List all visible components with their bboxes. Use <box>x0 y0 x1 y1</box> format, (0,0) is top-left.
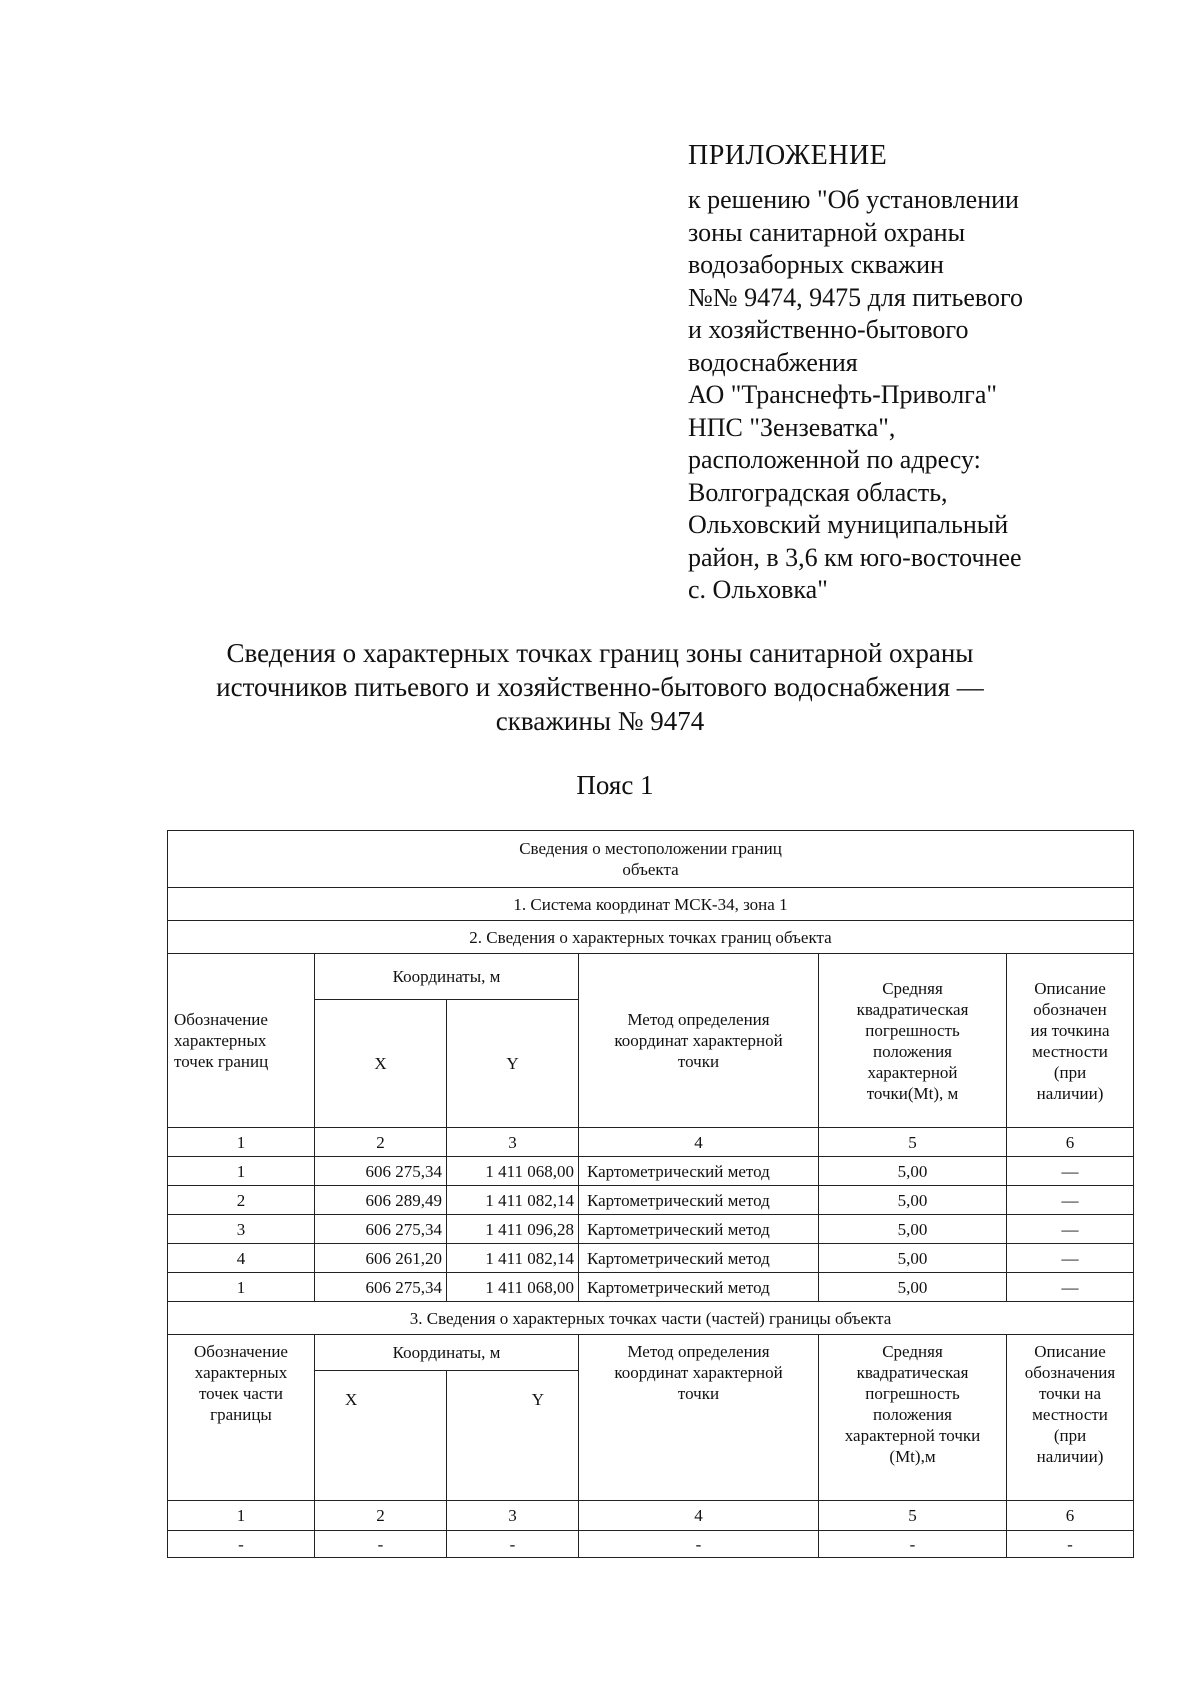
column-number: 6 <box>1007 1501 1134 1531</box>
column-number: 6 <box>1007 1128 1134 1157</box>
point-id: 3 <box>168 1215 315 1244</box>
heading-line: Сведения о характерных точках границ зоны санитарной охраны <box>226 638 974 668</box>
error-value: 5,00 <box>819 1273 1007 1302</box>
column-number: 3 <box>447 1128 579 1157</box>
table-row <box>168 1186 1134 1215</box>
appendix-block <box>688 140 1128 607</box>
column-number: 1 <box>168 1128 315 1157</box>
error-value: 5,00 <box>819 1186 1007 1215</box>
point-id: 4 <box>168 1244 315 1273</box>
heading-line: источников питьевого и хозяйственно-бытового водоснабжения — <box>216 672 984 702</box>
boundary-points-table <box>167 830 1134 1558</box>
coord-y: 1 411 096,28 <box>447 1215 579 1244</box>
appendix-line: расположенной по адресу: <box>688 445 981 474</box>
coord-x: 606 275,34 <box>315 1273 447 1302</box>
coord-x: 606 275,34 <box>315 1215 447 1244</box>
coord-x: - <box>315 1531 447 1558</box>
heading-line: скважины № 9474 <box>495 706 705 736</box>
point-id: - <box>168 1531 315 1558</box>
column-number: 5 <box>819 1128 1007 1157</box>
point-id: 2 <box>168 1186 315 1215</box>
column-numbers-row <box>168 1128 1134 1157</box>
column-number: 5 <box>819 1501 1007 1531</box>
appendix-line: район, в 3,6 км юго-восточнее <box>688 542 1022 572</box>
header-part-description: Описание обозначения точки на местности (при наличии) <box>1007 1335 1134 1501</box>
appendix-line: Ольховский муниципальный <box>688 510 1009 539</box>
coord-x: 606 261,20 <box>315 1244 447 1273</box>
table-row <box>168 1273 1134 1302</box>
column-number: 2 <box>315 1128 447 1157</box>
section-part-boundary-points: 3. Сведения о характерных точках части (частей) границы объекта <box>168 1302 1134 1335</box>
method: Картометрический метод <box>579 1157 819 1186</box>
section-coordinate-system: 1. Система координат МСК-34, зона 1 <box>168 888 1134 921</box>
appendix-line: с. Ольховка" <box>688 575 828 604</box>
coord-y: 1 411 068,00 <box>447 1157 579 1186</box>
header-part-points: Обозначение характерных точек части границы <box>168 1335 315 1501</box>
column-numbers-row <box>168 1501 1134 1531</box>
header-points: Обозначение характерных точек границ <box>168 954 315 1128</box>
header-y: Y <box>447 1000 579 1128</box>
table-title: Сведения о местоположении границ объекта <box>168 831 1134 888</box>
column-number: 4 <box>579 1501 819 1531</box>
method: Картометрический метод <box>579 1273 819 1302</box>
error-value: - <box>819 1531 1007 1558</box>
error-value: 5,00 <box>819 1215 1007 1244</box>
coord-x: 606 275,34 <box>315 1157 447 1186</box>
appendix-line: водоснабжения <box>688 347 858 377</box>
description: — <box>1007 1273 1134 1302</box>
description: — <box>1007 1157 1134 1186</box>
section-boundary-points: 2. Сведения о характерных точках границ объекта <box>168 921 1134 954</box>
coord-y: 1 411 082,14 <box>447 1186 579 1215</box>
error-value: 5,00 <box>819 1157 1007 1186</box>
header-part-x: X <box>315 1371 447 1501</box>
appendix-line: НПС "Зензеватка", <box>688 412 896 442</box>
header-part-coordinates: Координаты, м <box>315 1335 579 1371</box>
point-id: 1 <box>168 1157 315 1186</box>
zone-label: Пояс 1 <box>576 770 654 800</box>
header-part-method: Метод определения координат характерной точки <box>579 1335 819 1501</box>
method: Картометрический метод <box>579 1244 819 1273</box>
description: - <box>1007 1531 1134 1558</box>
description: — <box>1007 1186 1134 1215</box>
header-part-y: Y <box>447 1371 579 1501</box>
column-number: 2 <box>315 1501 447 1531</box>
error-value: 5,00 <box>819 1244 1007 1273</box>
table-row <box>168 1215 1134 1244</box>
appendix-line: АО "Транснефть-Приволга" <box>688 380 997 409</box>
appendix-title: ПРИЛОЖЕНИЕ <box>688 140 888 171</box>
appendix-line: к решению "Об установлении <box>688 185 1019 214</box>
header-coordinates: Координаты, м <box>315 954 579 1000</box>
table-row <box>168 1244 1134 1273</box>
table-row <box>168 1531 1134 1558</box>
column-number: 4 <box>579 1128 819 1157</box>
table-row <box>168 1157 1134 1186</box>
appendix-line: зоны санитарной охраны <box>688 217 966 247</box>
description: — <box>1007 1244 1134 1273</box>
header-part-error: Средняя квадратическая погрешность положения характерной точки (Mt),м <box>819 1335 1007 1501</box>
method: Картометрический метод <box>579 1215 819 1244</box>
column-number: 1 <box>168 1501 315 1531</box>
appendix-line: №№ 9474, 9475 для питьевого <box>688 282 1023 312</box>
coord-y: - <box>447 1531 579 1558</box>
header-description: Описание обозначен ия точкина местности (при наличии) <box>1007 954 1134 1128</box>
coord-y: 1 411 068,00 <box>447 1273 579 1302</box>
coord-y: 1 411 082,14 <box>447 1244 579 1273</box>
column-number: 3 <box>447 1501 579 1531</box>
method: - <box>579 1531 819 1558</box>
coord-x: 606 289,49 <box>315 1186 447 1215</box>
appendix-line: Волгоградская область, <box>688 477 948 507</box>
appendix-line: водозаборных скважин <box>688 250 944 279</box>
header-error: Средняя квадратическая погрешность положения характерной точки(Mt), м <box>819 954 1007 1128</box>
description: — <box>1007 1215 1134 1244</box>
header-x: X <box>315 1000 447 1128</box>
appendix-line: и хозяйственно-бытового <box>688 315 969 344</box>
header-method: Метод определения координат характерной точки <box>579 954 819 1128</box>
method: Картометрический метод <box>579 1186 819 1215</box>
document-heading <box>100 636 1100 738</box>
point-id: 1 <box>168 1273 315 1302</box>
